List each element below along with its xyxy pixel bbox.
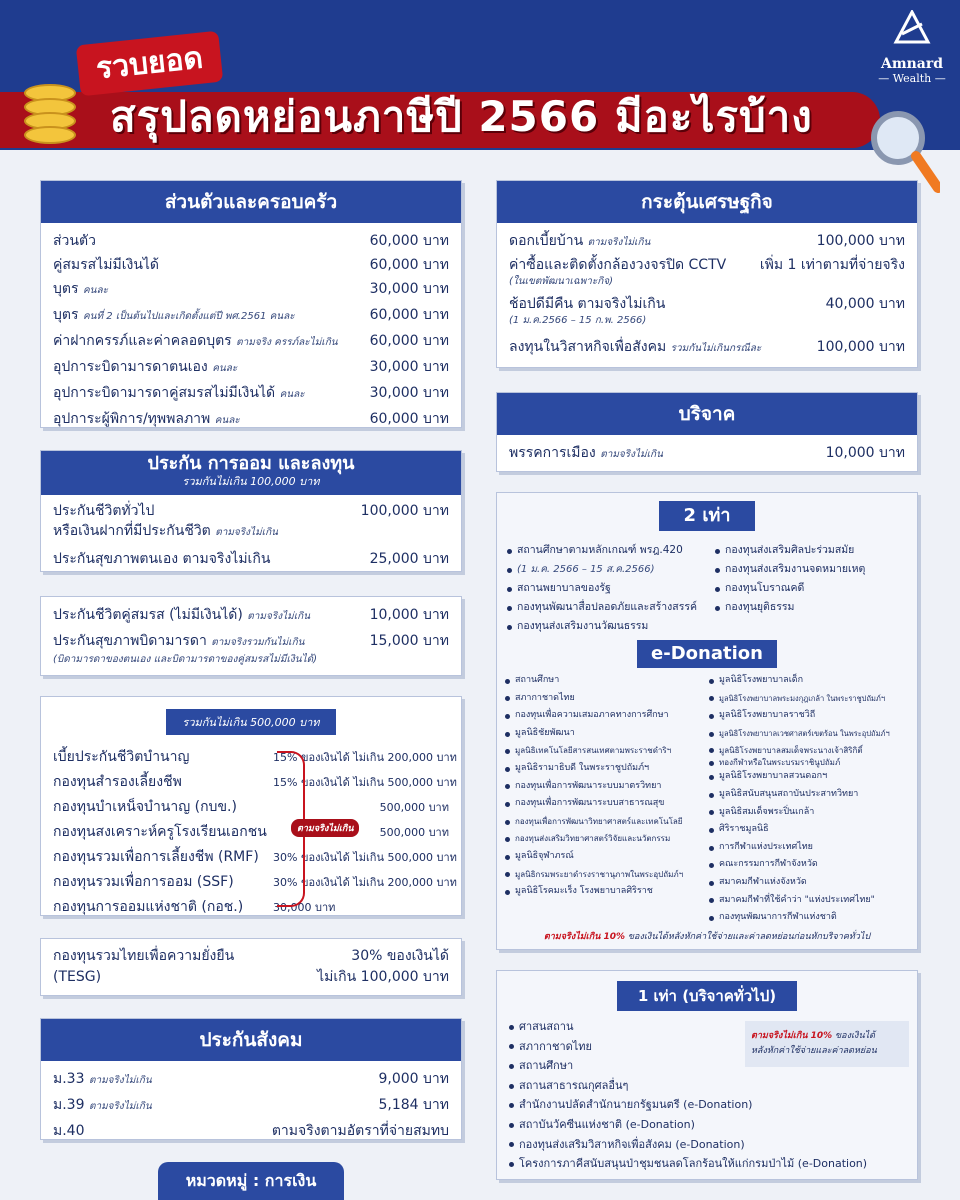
list-item: มูลนิธิรามาธิบดี ในพระราชูปถัมภ์ฯ	[505, 760, 709, 778]
row-note: ตามจริง ครรภ์ละไม่เกิน	[236, 337, 338, 348]
tesg-label: กองทุนรวมไทยเพื่อความยั่งยืน	[53, 948, 235, 964]
list-item: มูลนิธิเทคโนโลยีสารสนเทศตามพระราชดำริฯ	[505, 742, 709, 760]
list-item: สถานศึกษา	[509, 1056, 907, 1076]
row-label: ม.40	[53, 1123, 85, 1139]
tesg-box	[40, 938, 462, 996]
single-note	[745, 1021, 909, 1067]
list-item: กองทุนเพื่อการพัฒนาวิทยาศาสตร์และเทคโนโลยี	[505, 813, 709, 831]
parents-health-sub: (บิดามารดาของตนเอง และบิดามารดาของคู่สมรสไม่มีเงินได้)	[53, 654, 318, 665]
row-value: 60,000 บาท	[369, 307, 449, 323]
edonation-title: e-Donation	[637, 640, 777, 668]
social-row	[41, 1119, 461, 1143]
list-item: กองทุนเพื่อความเสมอภาคทางการศึกษา	[505, 707, 709, 725]
row-value: 60,000 บาท	[369, 333, 449, 349]
list-item: มูลนิธิโรงพยาบาลราชวิถี	[709, 707, 909, 725]
coins-icon	[24, 88, 76, 144]
row-label: อุปการะบิดามารดาคู่สมรสไม่มีเงินได้	[53, 385, 276, 401]
life-insurance-note: ตามจริงไม่เกิน	[215, 527, 278, 538]
double-left-list	[507, 541, 715, 636]
logo-name: Amnard	[880, 56, 944, 72]
list-item: มูลนิธิโรงพยาบาลสมเด็จพระนางเจ้าสิริกิติ์	[709, 742, 909, 757]
logo-icon	[892, 10, 932, 50]
list-item: สภากาชาดไทย	[509, 1037, 907, 1057]
fund-row	[41, 845, 461, 870]
row-value: 5,184 บาท	[378, 1097, 449, 1113]
personal-row	[41, 329, 461, 355]
list-item: สถานพยาบาลของรัฐ	[507, 579, 715, 598]
life-insurance-row2	[41, 521, 461, 543]
list-item: มูลนิธิโรคมะเร็ง โรงพยาบาลศิริราช	[505, 883, 709, 901]
fund-row	[41, 870, 461, 895]
brand-logo	[872, 10, 952, 85]
row-label: ม.33	[53, 1071, 85, 1087]
list-item: สมาคมกีฬาแห่งจังหวัด	[709, 874, 909, 892]
row-value: ตามจริงตามอัตราที่จ่ายสมทบ	[271, 1123, 449, 1139]
row-value: 100,000 บาท	[816, 233, 905, 249]
insurance-box	[40, 450, 462, 572]
list-item: มูลนิธิโรงพยาบาลเด็ก	[709, 672, 909, 690]
list-item: กองทุนเพื่อการพัฒนาระบบสาธารณสุข	[505, 795, 709, 813]
parents-health-note: ตามจริงรวมกันไม่เกิน	[211, 637, 305, 648]
economy-row	[497, 294, 917, 314]
tesg-row	[41, 946, 461, 967]
row-label: พรรคการเมือง	[509, 445, 596, 461]
list-item: มูลนิธิสมเด็จพระปิ่นเกล้า	[709, 804, 909, 822]
row-note: คนละ	[214, 415, 240, 426]
tesg-row2	[41, 967, 461, 988]
note-emphasis: ตามจริงไม่เกิน 10%	[751, 1031, 833, 1041]
row-value: 40,000 บาท	[825, 296, 905, 312]
social-security-box	[40, 1018, 462, 1140]
insurance-header	[41, 451, 461, 495]
parents-health-label: ประกันสุขภาพบิดามารดา	[53, 633, 207, 649]
double-deduction-box	[496, 492, 918, 950]
row-note: คนละ	[212, 363, 238, 374]
row-label: ม.39	[53, 1097, 85, 1113]
list-item: มูลนิธิกรมพระยาดำรงราชานุภาพในพระอุปถัมภ์ฯ	[505, 866, 709, 884]
row-value: 30,000 บาท	[369, 281, 449, 297]
note-text: ของเงินได้	[835, 1031, 875, 1041]
life-insurance-row	[41, 501, 461, 521]
row-note: คนละ	[82, 285, 108, 296]
fund-label: กองทุนรวมเพื่อการออม (SSF)	[53, 874, 234, 890]
personal-row	[41, 229, 461, 253]
funds-box	[40, 696, 462, 916]
social-row	[41, 1093, 461, 1119]
list-item: สภากาชาดไทย	[505, 690, 709, 708]
row-value: 10,000 บาท	[825, 445, 905, 461]
row-value: เพิ่ม 1 เท่าตามที่จ่ายจริง	[759, 257, 905, 273]
spouse-parents-box	[40, 596, 462, 676]
list-item: มูลนิธิโรงพยาบาลเวชศาสตร์เขตร้อน ในพระอุปถัมภ์ฯ	[709, 725, 909, 743]
list-item: สำนักงานปลัดสำนักนายกรัฐมนตรี (e-Donation)	[509, 1095, 907, 1115]
row-label: คู่สมรสไม่มีเงินได้	[53, 257, 160, 273]
social-security-title: ประกันสังคม	[41, 1019, 461, 1061]
row-value: 9,000 บาท	[378, 1071, 449, 1087]
donation-box	[496, 392, 918, 472]
edonation-footnote	[497, 929, 917, 943]
health-insurance-label: ประกันสุขภาพตนเอง ตามจริงไม่เกิน	[53, 551, 271, 567]
fund-value: 15% ของเงินได้ ไม่เกิน 200,000 บาท	[273, 751, 457, 764]
list-item: กองทุนเพื่อการพัฒนาระบบมาตรวิทยา	[505, 778, 709, 796]
economy-row	[497, 255, 917, 275]
row-value: 60,000 บาท	[369, 233, 449, 249]
economy-row-sub: (ในเขตพัฒนาเฉพาะกิจ)	[509, 276, 614, 287]
row-label: ดอกเบี้ยบ้าน	[509, 233, 584, 249]
fund-value: 30% ของเงินได้ ไม่เกิน 200,000 บาท	[273, 876, 457, 889]
list-item: สถานศึกษาตามหลักเกณฑ์ พรฎ.420	[507, 541, 715, 560]
social-row	[41, 1067, 461, 1093]
list-item: กองทุนส่งเสริมศิลปะร่วมสมัย	[715, 541, 865, 560]
health-insurance-row	[41, 547, 461, 571]
list-item: กองทุนพัฒนาสื่อปลอดภัยและสร้างสรรค์	[507, 598, 715, 617]
single-title: 1 เท่า (บริจาคทั่วไป)	[617, 981, 797, 1011]
row-label: อุปการะผู้พิการ/ทุพพลภาพ	[53, 411, 211, 427]
life-insurance-label2: หรือเงินฝากที่มีประกันชีวิต	[53, 523, 211, 539]
row-label: ลงทุนในวิสาหกิจเพื่อสังคม	[509, 339, 667, 355]
double-right-list	[715, 541, 865, 636]
fund-value: 500,000 บาท	[379, 826, 449, 839]
health-insurance-value: 25,000 บาท	[369, 551, 449, 567]
fund-value: 30,000 บาท	[273, 901, 336, 914]
fund-row	[41, 895, 461, 920]
row-value: 30,000 บาท	[369, 385, 449, 401]
personal-row	[41, 303, 461, 329]
row-label: ช้อปดีมีคืน ตามจริงไม่เกิน	[509, 296, 666, 312]
insurance-subtitle: รวมกันไม่เกิน 100,000 บาท	[182, 475, 320, 488]
list-item: มูลนิธิชัยพัฒนา	[505, 725, 709, 743]
fund-label: กองทุนสงเคราะห์ครูโรงเรียนเอกชน	[53, 824, 267, 840]
list-item: สมาคมกีฬาที่ใช้คำว่า "แห่งประเทศไทย"	[709, 892, 909, 910]
list-item: กองทุนโบราณคดี	[715, 579, 865, 598]
life-insurance-value: 100,000 บาท	[360, 503, 449, 519]
list-item-note	[709, 757, 909, 768]
list-item: คณะกรรมการกีฬาจังหวัด	[709, 856, 909, 874]
fund-label: เบี้ยประกันชีวิตบำนาญ	[53, 749, 190, 765]
row-label: บุตร	[53, 281, 79, 297]
fund-row	[41, 745, 461, 770]
list-item: กองทุนยุติธรรม	[715, 598, 865, 617]
fund-row	[41, 770, 461, 795]
personal-row	[41, 355, 461, 381]
list-item: สถานศึกษา	[505, 672, 709, 690]
economy-title: กระตุ้นเศรษฐกิจ	[497, 181, 917, 223]
donation-title: บริจาค	[497, 393, 917, 435]
row-note: คนละ	[279, 389, 305, 400]
fund-label: กองทุนรวมเพื่อการเลี้ยงชีพ (RMF)	[53, 849, 259, 865]
list-item: กองทุนส่งเสริมงานวัฒนธรรม	[507, 617, 715, 636]
spouse-life-note: ตามจริงไม่เกิน	[247, 611, 311, 622]
list-item: การกีฬาแห่งประเทศไทย	[709, 839, 909, 857]
fund-value: 500,000 บาท	[379, 801, 449, 814]
personal-row	[41, 253, 461, 277]
fund-row	[41, 820, 461, 845]
list-item: มูลนิธิจุฬาภรณ์	[505, 848, 709, 866]
donation-row	[497, 441, 917, 467]
list-item: กองทุนพัฒนาการกีฬาแห่งชาติ	[709, 909, 909, 927]
parents-health-row	[41, 631, 461, 653]
edonation-left-list	[505, 672, 709, 927]
economy-row	[497, 335, 917, 361]
row-note: ตามจริงไม่เกิน	[88, 1101, 152, 1112]
fund-label: กองทุนการออมแห่งชาติ (กอช.)	[53, 899, 244, 915]
fund-label: กองทุนบำเหน็จบำนาญ (กบข.)	[53, 799, 237, 815]
category-badge: หมวดหมู่ : การเงิน	[158, 1162, 344, 1200]
fund-value: 15% ของเงินได้ ไม่เกิน 500,000 บาท	[273, 776, 457, 789]
footnote-emphasis: ตามจริงไม่เกิน 10%	[543, 932, 626, 942]
economy-row	[497, 229, 917, 255]
row-note: รวมกันไม่เกินกรณีละ	[670, 343, 762, 354]
list-item: มูลนิธิโรงพยาบาลพระมงกุฎเกล้า ในพระราชูปถัมภ์ฯ	[709, 690, 909, 708]
list-item: ศิริราชมูลนิธิ	[709, 821, 909, 839]
row-value: 30,000 บาท	[369, 359, 449, 375]
double-title: 2 เท่า	[659, 501, 755, 531]
item-sub: (1 ม.ค. 2566 – 15 ส.ค.2566)	[517, 564, 655, 575]
list-item-note	[507, 560, 715, 579]
page-title: สรุปลดหย่อนภาษีปี 2566 มีอะไรบ้าง	[110, 92, 813, 141]
list-item: กองทุนส่งเสริมวิทยาศาสตร์วิจัยและนวัตกรรม	[505, 830, 709, 848]
list-item: กองทุนส่งเสริมงานจดหมายเหตุ	[715, 560, 865, 579]
insurance-title: ประกัน การออม และลงทุน	[147, 453, 355, 474]
row-note: ตามจริงไม่เกิน	[88, 1075, 152, 1086]
tesg-label2: (TESG)	[53, 969, 102, 985]
tesg-value: 30% ของเงินได้	[351, 948, 449, 964]
edonation-right-list	[709, 672, 909, 927]
personal-family-title: ส่วนตัวและครอบครัว	[41, 181, 461, 223]
row-value: 100,000 บาท	[816, 339, 905, 355]
life-insurance-label: ประกันชีวิตทั่วไป	[53, 503, 155, 519]
row-note: ตามจริงไม่เกิน	[587, 237, 651, 248]
row-label: บุตร	[53, 307, 79, 323]
row-note: คนที่ 2 เป็นต้นไปและเกิดตั้งแต่ปี พศ.2561 คนละ	[82, 311, 295, 322]
single-deduction-box	[496, 970, 918, 1180]
row-label: ค่าซื้อและติดตั้งกล้องวงจรปิด CCTV	[509, 257, 727, 273]
personal-list	[41, 223, 461, 433]
title-tag: รวบยอด	[76, 31, 224, 97]
list-item: สถาบันวัคซีนแห่งชาติ (e-Donation)	[509, 1115, 907, 1135]
item-sub: ทองกีฬาหรือในพระบรมราชินูปถัมภ์	[719, 758, 841, 768]
fund-label: กองทุนสำรองเลี้ยงชีพ	[53, 774, 182, 790]
double-lists	[497, 531, 917, 636]
personal-row	[41, 277, 461, 303]
row-label: ส่วนตัว	[53, 233, 96, 249]
spouse-life-row	[41, 605, 461, 627]
economy-row-sub: (1 ม.ค.2566 – 15 ก.พ. 2566)	[509, 315, 647, 326]
parents-health-value: 15,000 บาท	[369, 633, 449, 649]
personal-row	[41, 381, 461, 407]
row-value: 60,000 บาท	[369, 411, 449, 427]
row-label: ค่าฝากครรภ์และค่าคลอดบุตร	[53, 333, 232, 349]
note-text2: หลังหักค่าใช้จ่ายและค่าลดหย่อน	[751, 1046, 877, 1056]
economy-box	[496, 180, 918, 368]
funds-limit-pill: รวมกันไม่เกิน 500,000 บาท	[166, 709, 335, 735]
fund-row	[41, 795, 461, 820]
tesg-value2: ไม่เกิน 100,000 บาท	[317, 969, 449, 985]
list-item: กองทุนส่งเสริมวิสาหกิจเพื่อสังคม (e-Donation)	[509, 1135, 907, 1155]
list-item: มูลนิธิโรงพยาบาลสวนดอกฯ	[709, 768, 909, 786]
list-item: โครงการภาคีสนับสนุนป่าชุมชนลดโลกร้อนให้แก่กรมป่าไม้ (e-Donation)	[509, 1154, 907, 1174]
spouse-life-value: 10,000 บาท	[369, 607, 449, 623]
list-item: มูลนิธิสนับสนุนสถาบันประสาทวิทยา	[709, 786, 909, 804]
edonation-lists	[497, 668, 917, 927]
row-note: ตามจริงไม่เกิน	[600, 449, 663, 460]
logo-sub: — Wealth —	[878, 72, 946, 85]
row-label: อุปการะบิดามารดาตนเอง	[53, 359, 208, 375]
row-value: 60,000 บาท	[369, 257, 449, 273]
list-item: ศาสนสถาน	[509, 1017, 907, 1037]
fund-value: 30% ของเงินได้ ไม่เกิน 500,000 บาท	[273, 851, 457, 864]
personal-row	[41, 407, 461, 433]
funds-list	[41, 745, 461, 920]
funds-badge: ตามจริงไม่เกิน	[291, 819, 359, 837]
personal-family-box	[40, 180, 462, 428]
footnote-text: ของเงินได้หลังหักค่าใช้จ่ายและค่าลดหย่อนก่อนหักบริจาคทั่วไป	[627, 932, 871, 942]
spouse-life-label: ประกันชีวิตคู่สมรส (ไม่มีเงินได้)	[53, 607, 243, 623]
list-item: สถานสาธารณกุศลอื่นๆ	[509, 1076, 907, 1096]
